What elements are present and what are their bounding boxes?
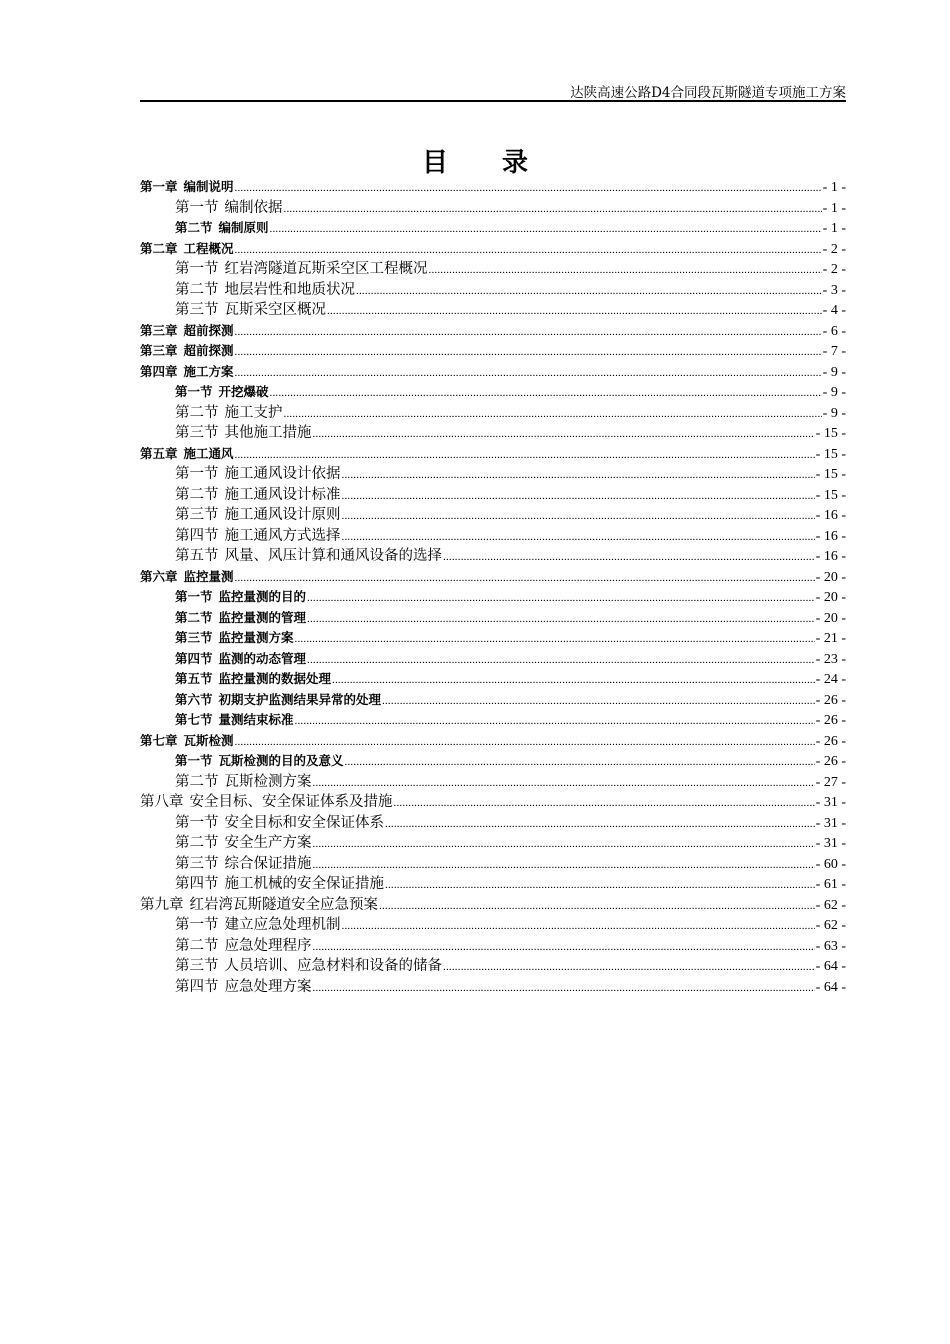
toc-entry-title: 监控量测的数据处理 [218, 671, 332, 686]
toc-entry-title: 红岩湾隧道瓦斯采空区工程概况 [224, 261, 428, 277]
toc-dot-leader [345, 750, 815, 771]
toc-entry-number: 第二章 [140, 240, 178, 256]
toc-entry-title: 施工通风设计依据 [224, 466, 341, 482]
toc-entry-number: 第三节 [175, 958, 219, 974]
toc-entry-title: 编制原则 [218, 220, 269, 235]
toc-entry-label [175, 423, 312, 444]
toc-dot-leader [284, 197, 822, 218]
toc-entry-number: 第一节 [175, 384, 213, 399]
toc-entry-title: 施工通风 [183, 445, 234, 461]
toc-entry-number: 第二节 [175, 835, 219, 851]
toc-entry-number: 第四节 [175, 650, 213, 666]
toc-page-number: - 26 - [815, 692, 846, 708]
toc-entry-title: 编制说明 [183, 179, 234, 194]
toc-section-entry[interactable] [140, 648, 846, 669]
toc-page-number: - 9 - [822, 364, 846, 380]
toc-entry-number: 第七章 [140, 732, 178, 748]
toc-dot-leader [313, 422, 815, 443]
toc-page-number: - 16 - [815, 549, 846, 564]
toc-dot-leader [394, 791, 815, 812]
toc-entry-number: 第六章 [140, 568, 178, 584]
toc-entry-label [140, 362, 234, 383]
toc-entry-number: 第三章 [140, 322, 178, 338]
toc-entry-title: 施工通风设计标准 [224, 486, 341, 503]
toc-entry-title: 应急处理方案 [224, 978, 312, 995]
toc-entry-number: 第二节 [175, 486, 219, 503]
toc-entry-label [175, 813, 384, 834]
toc-entry-title: 红岩湾瓦斯隧道安全应急预案 [189, 896, 378, 913]
toc-dot-leader [270, 381, 822, 402]
toc-page-number: - 64 - [815, 979, 846, 995]
toc-entry-title: 施工通风设计原则 [224, 507, 341, 523]
toc-entry-title: 其他施工措施 [224, 425, 312, 441]
toc-chapter-entry[interactable] [140, 340, 846, 361]
toc-entry-label [175, 649, 306, 670]
toc-entry-title: 人员培训、应急材料和设备的储备 [224, 958, 442, 974]
toc-page-number: - 24 - [815, 672, 846, 687]
toc-entry-label [175, 977, 312, 998]
toc-entry-number: 第一节 [175, 753, 213, 768]
toc-dot-leader [313, 853, 815, 874]
toc-section-entry[interactable] [140, 422, 846, 443]
toc-entry-number: 第一节 [175, 814, 219, 831]
toc-entry-number: 第七节 [175, 712, 213, 727]
toc-section-entry[interactable] [140, 955, 846, 976]
toc-section-entry[interactable] [140, 525, 846, 546]
toc-page-number: - 64 - [815, 959, 846, 974]
toc-dot-leader [342, 484, 815, 505]
toc-page-number: - 63 - [815, 938, 846, 954]
toc-entry-label [140, 444, 234, 465]
toc-section-entry[interactable] [140, 771, 846, 792]
toc-dot-leader [385, 812, 815, 833]
toc-entry-title: 初期支护监测结果异常的处理 [218, 691, 382, 707]
toc-dot-leader [327, 299, 822, 320]
toc-dot-leader [379, 894, 815, 915]
toc-dot-leader [295, 709, 815, 730]
toc-entry-label [175, 915, 341, 936]
toc-entry-title: 施工机械的安全保证措施 [224, 876, 384, 892]
toc-section-entry[interactable] [140, 853, 846, 874]
toc-entry-title: 超前探测 [183, 322, 234, 338]
toc-page-number: - 15 - [815, 446, 846, 462]
toc-dot-leader [284, 402, 822, 423]
toc-section-entry[interactable] [140, 976, 846, 997]
toc-section-entry[interactable] [140, 258, 846, 279]
toc-dot-leader [270, 217, 822, 238]
toc-entry-title: 安全目标、安全保证体系及措施 [189, 794, 393, 810]
toc-entry-number: 第四节 [175, 876, 219, 892]
toc-page-number: - 26 - [815, 733, 846, 749]
toc-entry-label [175, 710, 294, 731]
toc-page-number: - 62 - [815, 918, 846, 933]
toc-entry-label [140, 239, 234, 260]
toc-section-entry[interactable] [140, 402, 846, 423]
toc-entry-number: 第三节 [175, 855, 219, 872]
toc-page-number: - 26 - [815, 713, 846, 728]
toc-section-entry[interactable] [140, 812, 846, 833]
toc-page-number: - 26 - [815, 754, 846, 769]
toc-entry-label [175, 259, 428, 280]
toc-dot-leader [307, 607, 815, 628]
toc-entry-number: 第九章 [140, 896, 184, 913]
toc-entry-title: 超前探测 [183, 343, 234, 358]
toc-entry-title: 施工方案 [183, 363, 234, 379]
toc-chapter-entry[interactable] [140, 566, 846, 587]
toc-page-number: - 31 - [815, 815, 846, 831]
toc-entry-title: 安全目标和安全保证体系 [224, 814, 384, 831]
toc-section-entry[interactable] [140, 689, 846, 710]
toc-page-number: - 1 - [822, 221, 846, 236]
toc-page-number: - 20 - [815, 610, 846, 626]
toc-entry-label [175, 936, 312, 957]
toc-dot-leader [307, 586, 815, 607]
toc-dot-leader [429, 258, 822, 279]
toc-entry-title: 风量、风压计算和通风设备的选择 [224, 548, 442, 564]
toc-page-number: - 1 - [822, 180, 846, 195]
toc-page-number: - 62 - [815, 897, 846, 913]
toc-entry-label [140, 341, 234, 362]
toc-dot-leader [332, 668, 815, 689]
toc-section-entry[interactable] [140, 586, 846, 607]
toc-section-entry[interactable] [140, 484, 846, 505]
toc-page-number: - 21 - [815, 631, 846, 646]
toc-dot-leader [235, 566, 815, 587]
toc-entry-title: 开挖爆破 [218, 384, 269, 399]
toc-entry-label [175, 854, 312, 875]
toc-entry-number: 第三节 [175, 425, 219, 441]
toc-dot-leader [443, 545, 815, 566]
toc-dot-leader [382, 689, 815, 710]
toc-entry-title: 施工支护 [224, 404, 283, 421]
toc-entry-number: 第五章 [140, 445, 178, 461]
toc-section-entry[interactable] [140, 279, 846, 300]
toc-entry-label [175, 382, 269, 403]
toc-entry-label [175, 874, 384, 895]
toc-section-entry[interactable] [140, 873, 846, 894]
toc-entry-label [175, 833, 312, 854]
toc-page-number: - 2 - [822, 262, 846, 277]
toc-entry-label [175, 956, 442, 977]
toc-dot-leader [313, 935, 815, 956]
toc-page-number: - 61 - [815, 877, 846, 892]
table-of-contents [140, 176, 846, 996]
header-rule [140, 100, 846, 102]
toc-page-number: - 2 - [822, 241, 846, 257]
toc-section-entry[interactable] [140, 627, 846, 648]
toc-section-entry[interactable] [140, 935, 846, 956]
toc-dot-leader [443, 955, 815, 976]
toc-entry-number: 第二节 [175, 937, 219, 954]
toc-dot-leader [235, 340, 822, 361]
toc-entry-number: 第一章 [140, 179, 178, 194]
toc-entry-label [175, 403, 283, 424]
toc-section-entry[interactable] [140, 545, 846, 566]
toc-title-char-2: 录 [502, 148, 529, 178]
toc-entry-label [175, 628, 294, 649]
toc-dot-leader [235, 238, 822, 259]
toc-section-entry[interactable] [140, 709, 846, 730]
toc-entry-number: 第一节 [175, 466, 219, 482]
toc-page-number: - 4 - [822, 303, 846, 318]
toc-entry-label [140, 731, 234, 752]
toc-section-entry[interactable] [140, 299, 846, 320]
toc-entry-number: 第二节 [175, 404, 219, 421]
toc-dot-leader [295, 627, 815, 648]
toc-dot-leader [342, 463, 815, 484]
toc-entry-number: 第三节 [175, 302, 219, 318]
toc-chapter-entry[interactable] [140, 443, 846, 464]
toc-entry-number: 第二节 [175, 609, 213, 625]
toc-title [0, 142, 950, 179]
toc-section-entry[interactable] [140, 750, 846, 771]
toc-dot-leader [235, 320, 822, 341]
toc-entry-label [175, 218, 269, 239]
toc-chapter-entry[interactable] [140, 791, 846, 812]
toc-entry-number: 第五节 [175, 548, 219, 564]
toc-page-number: - 16 - [815, 528, 846, 544]
toc-entry-label [140, 177, 234, 198]
toc-entry-title: 施工通风方式选择 [224, 527, 341, 544]
toc-entry-number: 第一节 [175, 589, 213, 604]
toc-entry-label [175, 772, 312, 793]
toc-entry-title: 综合保证措施 [224, 855, 312, 872]
toc-entry-title: 地层岩性和地质状况 [224, 281, 355, 298]
toc-entry-title: 瓦斯采空区概况 [224, 302, 326, 318]
toc-page-number: - 60 - [815, 856, 846, 872]
toc-entry-label [175, 690, 381, 711]
toc-entry-label [175, 669, 331, 690]
toc-entry-title: 应急处理程序 [224, 937, 312, 954]
toc-page-number: - 16 - [815, 508, 846, 523]
toc-entry-label [175, 526, 341, 547]
toc-page-number: - 1 - [822, 200, 846, 216]
toc-entry-label [140, 567, 234, 588]
toc-entry-number: 第三章 [140, 343, 178, 358]
toc-entry-title: 量测结束标准 [218, 712, 294, 727]
toc-dot-leader [342, 525, 815, 546]
toc-section-entry[interactable] [140, 668, 846, 689]
toc-dot-leader [356, 279, 822, 300]
toc-entry-label [175, 280, 355, 301]
toc-dot-leader [342, 504, 815, 525]
toc-dot-leader [307, 648, 815, 669]
toc-page-number: - 7 - [822, 344, 846, 359]
toc-entry-title: 监控量测的目的 [218, 589, 307, 604]
toc-entry-title: 工程概况 [183, 240, 234, 256]
toc-chapter-entry[interactable] [140, 894, 846, 915]
toc-chapter-entry[interactable] [140, 176, 846, 197]
toc-page-number: - 31 - [815, 795, 846, 810]
toc-dot-leader [235, 176, 822, 197]
toc-entry-label [175, 485, 341, 506]
toc-section-entry[interactable] [140, 832, 846, 853]
toc-entry-label [175, 546, 442, 567]
toc-page-number: - 3 - [822, 282, 846, 298]
toc-entry-number: 第六节 [175, 691, 213, 707]
toc-page-number: - 20 - [815, 590, 846, 605]
toc-page-number: - 9 - [822, 405, 846, 421]
toc-page-number: - 31 - [815, 836, 846, 851]
toc-page-number: - 6 - [822, 323, 846, 339]
toc-dot-leader [313, 976, 815, 997]
toc-entry-title: 建立应急处理机制 [224, 917, 341, 933]
toc-dot-leader [385, 873, 815, 894]
toc-section-entry[interactable] [140, 607, 846, 628]
toc-entry-number: 第二节 [175, 220, 213, 235]
toc-entry-number: 第五节 [175, 671, 213, 686]
toc-dot-leader [313, 832, 815, 853]
toc-section-entry[interactable] [140, 914, 846, 935]
toc-dot-leader [235, 443, 815, 464]
toc-page-number: - 9 - [822, 385, 846, 400]
toc-entry-label [140, 321, 234, 342]
running-header: 达陕高速公路D4合同段瓦斯隧道专项施工方案 [570, 85, 846, 101]
toc-page-number: - 15 - [815, 467, 846, 482]
toc-dot-leader [235, 361, 822, 382]
toc-entry-title: 瓦斯检测 [183, 732, 234, 748]
toc-entry-number: 第四节 [175, 527, 219, 544]
toc-entry-label [175, 587, 306, 608]
toc-entry-title: 监控量测的管理 [218, 609, 307, 625]
toc-entry-title: 监控量测方案 [218, 630, 294, 645]
toc-entry-number: 第三节 [175, 507, 219, 523]
toc-entry-number: 第二节 [175, 281, 219, 298]
toc-entry-title: 安全生产方案 [224, 835, 312, 851]
toc-entry-title: 监测的动态管理 [218, 650, 307, 666]
toc-section-entry[interactable] [140, 197, 846, 218]
toc-entry-label [175, 751, 344, 772]
toc-chapter-entry[interactable] [140, 361, 846, 382]
toc-page-number: - 27 - [815, 774, 846, 790]
toc-page-number: - 15 - [815, 487, 846, 503]
toc-page-number: - 15 - [815, 426, 846, 441]
toc-chapter-entry[interactable] [140, 238, 846, 259]
toc-section-entry[interactable] [140, 504, 846, 525]
toc-chapter-entry[interactable] [140, 730, 846, 751]
toc-dot-leader [313, 771, 815, 792]
toc-entry-number: 第四章 [140, 363, 178, 379]
toc-section-entry[interactable] [140, 463, 846, 484]
toc-section-entry[interactable] [140, 381, 846, 402]
toc-entry-number: 第一节 [175, 917, 219, 933]
toc-title-char-1: 目 [421, 148, 448, 178]
toc-chapter-entry[interactable] [140, 320, 846, 341]
toc-entry-number: 第一节 [175, 199, 219, 216]
toc-entry-label [140, 895, 378, 916]
toc-entry-number: 第四节 [175, 978, 219, 995]
toc-dot-leader [235, 730, 815, 751]
toc-entry-number: 第二节 [175, 773, 219, 790]
toc-dot-leader [342, 914, 815, 935]
toc-entry-number: 第三节 [175, 630, 213, 645]
toc-page-number: - 23 - [815, 651, 846, 667]
toc-entry-title: 编制依据 [224, 199, 283, 216]
toc-entry-label [175, 300, 326, 321]
toc-entry-label [175, 608, 306, 629]
toc-section-entry[interactable] [140, 217, 846, 238]
toc-entry-label [175, 198, 283, 219]
toc-entry-title: 瓦斯检测的目的及意义 [218, 753, 344, 768]
toc-entry-number: 第八章 [140, 794, 184, 810]
toc-entry-label [140, 792, 393, 813]
toc-entry-label [175, 464, 341, 485]
toc-entry-number: 第一节 [175, 261, 219, 277]
toc-entry-title: 瓦斯检测方案 [224, 773, 312, 790]
toc-entry-title: 监控量测 [183, 568, 234, 584]
toc-entry-label [175, 505, 341, 526]
toc-page-number: - 20 - [815, 569, 846, 585]
